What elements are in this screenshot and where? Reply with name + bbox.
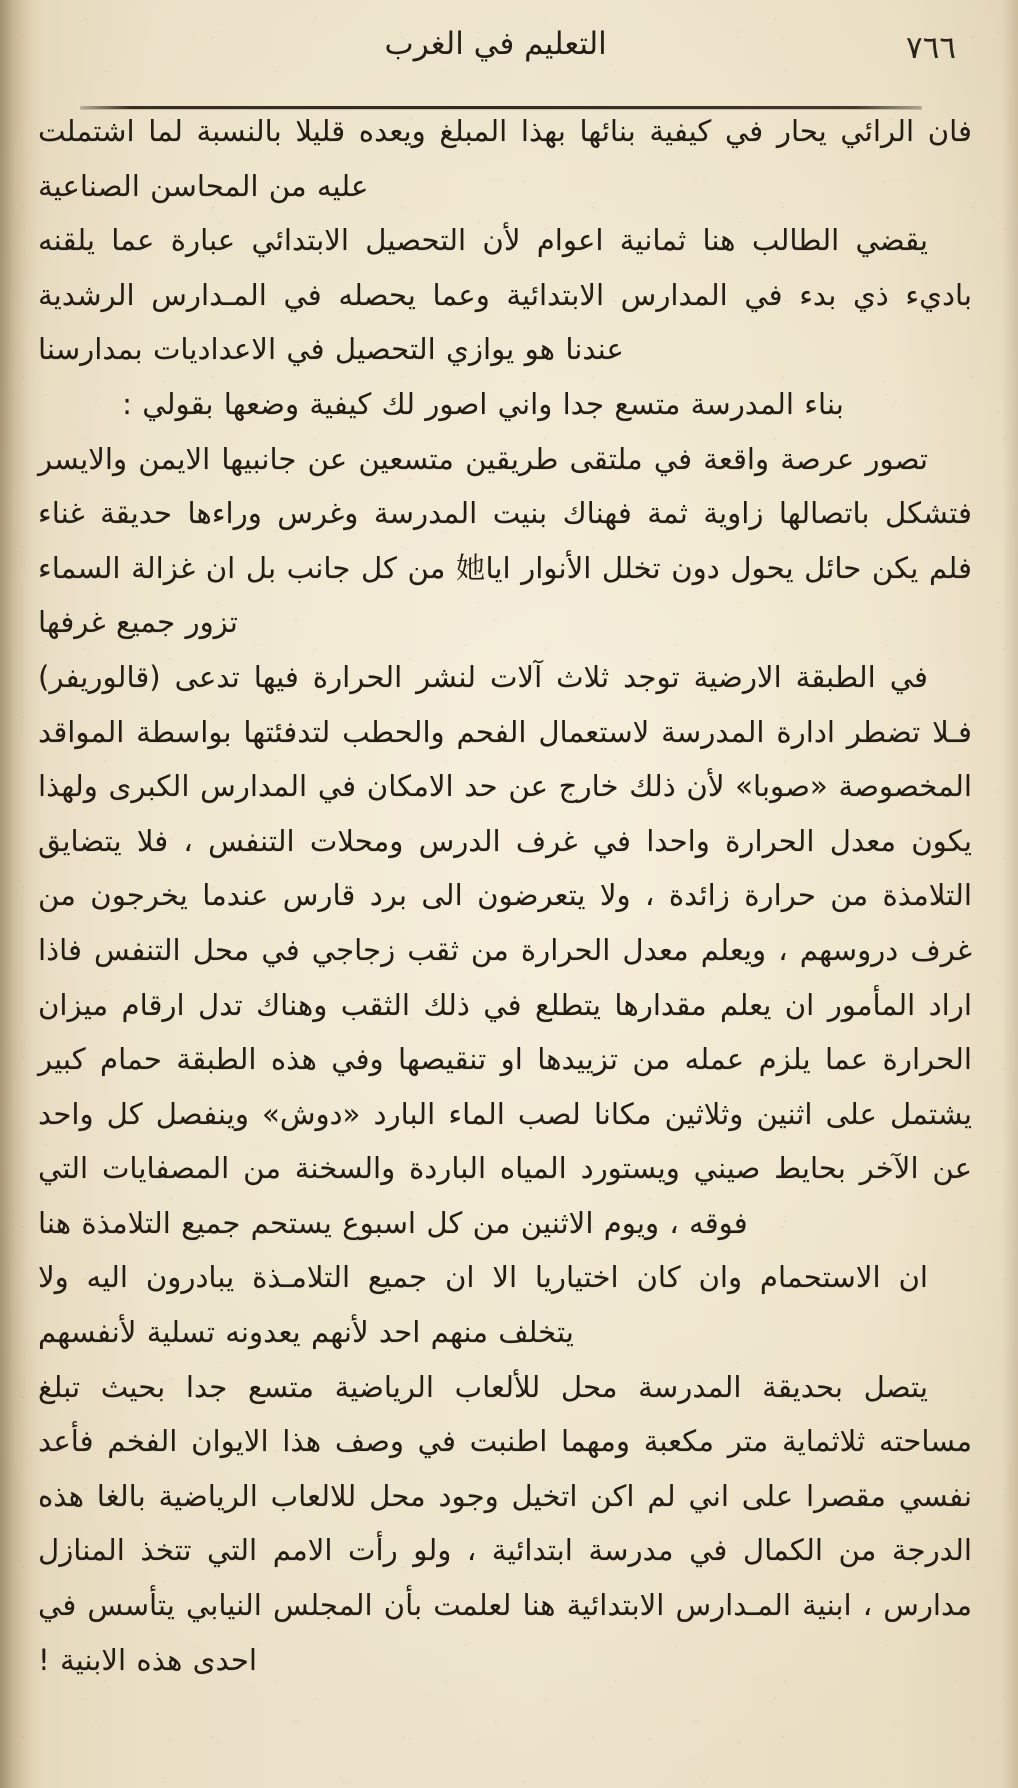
- paragraph: يقضي الطالب هنا ثمانية اعوام لأن التحصيل الابتدائي عبارة عما يلقنه باديء ذي بدء في المدارس الابتدائية وعما يحصله في المـدارس الرشدية عندنا هو يوازي التحصيل في الاعداديات بمدارسنا: [38, 223, 972, 367]
- paragraph: فان الرائي يحار في كيفية بنائها بهذا المبلغ ويعده قليلا بالنسبة لما اشتملت عليه من المحاسن الصناعية: [38, 114, 972, 203]
- page-header: [56, 26, 962, 80]
- running-title: التعليم في الغرب: [384, 26, 607, 62]
- paragraph: يتصل بحديقة المدرسة محل للألعاب الرياضية متسع جدا بحيث تبلغ مساحته ثلاثماية متر مكعبة ومهما اطنبت في وصف هذا الايوان الفخم فأعد نفسي مقصرا على اني لم اكن اتخيل وجود محل للالعاب الرياضية بالغا هذه الدرجة من الكمال في مدرسة ابتدائية ، ولو رأت الامم التي تتخذ المنازل مدارس ، ابنية المـدارس الابتدائية هنا لعلمت بأن المجلس النيابي يتأسس في احدى هذه الابنية !: [38, 1369, 972, 1677]
- page-edge-shadow: [1002, 0, 1018, 1788]
- paragraph: تصور عرصة واقعة في ملتقى طريقين متسعين عن جانبيها الايمن والايسر فتشكل باتصالها زاوية ثمة فهناك بنيت المدرسة وغرس وراءها حديقة غناء فلم يكن حائل يحول دون تخلل الأنوار ايا她 من كل جانب بل ان غزالة السماء تزور جميع غرفها: [38, 441, 973, 640]
- page-number: ٧٦٦: [906, 30, 956, 66]
- paragraph: في الطبقة الارضية توجد ثلاث آلات لنشر الحرارة فيها تدعى (قالوريفر) فـلا تضطر ادارة المدرسة لاستعمال الفحم والحطب لتدفئتها بواسطة المواقد المخصوصة «صوبا» لأن ذلك خارج عن حد الامكان في المدارس الكبرى ولهذا يكون معدل الحرارة واحدا في غرف الدرس ومحلات التنفس ، فلا يتضايق التلامذة من حرارة زائدة ، ولا يتعرضون الى برد قارس عندما يخرجون من غرف دروسهم ، ويعلم معدل الحرارة من ثقب زجاجي في محل التنفس فاذا اراد المأمور ان يعلم مقدارها يتطلع في ذلك الثقب وهناك تدل ارقام ميزان الحرارة عما يلزم عمله من تزييدها او تنقيصها وفي هذه الطبقة حمام كبير يشتمل على اثنين وثلاثين مكانا لصب الماء البارد «دوش» وينفصل كل واحد عن الآخر بحايط صيني ويستورد المياه الباردة والسخنة من المصفايات التي فوقه ، ويوم الاثنين من كل اسبوع يستحم جميع التلامذة هنا: [38, 659, 972, 1240]
- paragraph: بناء المدرسة متسع جدا واني اصور لك كيفية وضعها بقولي :: [122, 386, 844, 421]
- paragraph: ان الاستحمام وان كان اختياريا الا ان جميع التلامـذة يبادرون اليه ولا يتخلف منهم احد لأنهم يعدونه تسلية لأنفسهم: [38, 1260, 928, 1350]
- body-text: [38, 104, 972, 1778]
- binding-gutter-shadow: [0, 0, 34, 1788]
